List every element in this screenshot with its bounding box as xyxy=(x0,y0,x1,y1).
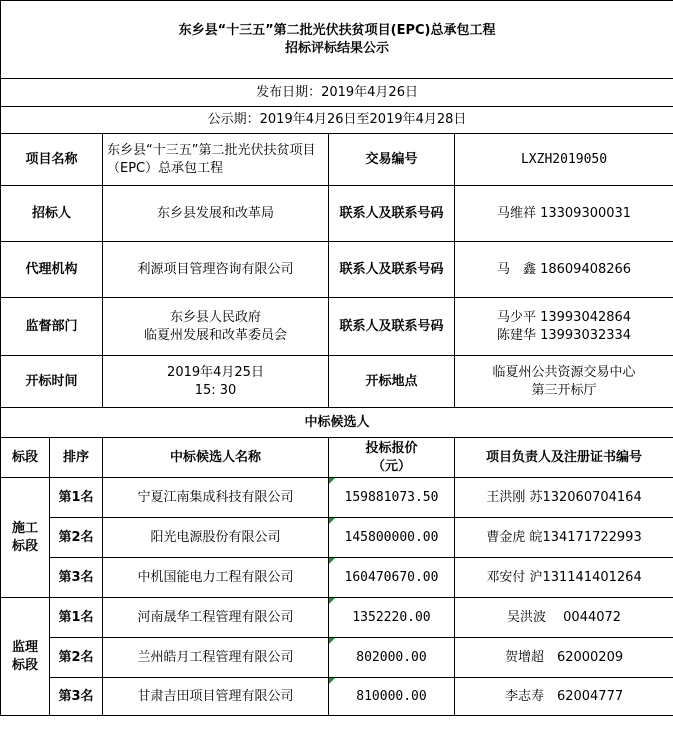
candidate-name: 阳光电源股份有限公司 xyxy=(103,518,329,558)
trade-no-value: LXZH2019050 xyxy=(455,134,673,186)
candidates-section-title: 中标候选人 xyxy=(1,408,673,438)
table-row xyxy=(1,558,673,598)
candidate-name: 河南晟华工程管理有限公司 xyxy=(103,598,329,638)
project-name-label: 项目名称 xyxy=(1,134,103,186)
tenderer-label: 招标人 xyxy=(1,186,103,242)
candidate-rank: 第2名 xyxy=(50,638,103,678)
opening-date: 2019年4月25日 xyxy=(167,364,264,380)
candidate-rank: 第1名 xyxy=(50,478,103,518)
cell-marker-icon xyxy=(329,598,335,604)
lot-construction-line-2: 标段 xyxy=(11,538,38,554)
table-row xyxy=(1,478,673,518)
candidate-bid-value: 159881073.50 xyxy=(344,489,439,505)
candidate-bid-value: 802000.00 xyxy=(356,649,427,665)
lot-construction-line-1: 施工 xyxy=(11,520,38,536)
notice-period-row xyxy=(1,107,673,134)
candidate-name: 中机国能电力工程有限公司 xyxy=(103,558,329,598)
project-name-row xyxy=(1,134,673,186)
agency-row xyxy=(1,242,673,298)
supervisor-contact-label: 联系人及联系号码 xyxy=(329,298,455,356)
candidate-bid-value: 160470670.00 xyxy=(344,569,439,585)
agency-value: 利源项目管理咨询有限公司 xyxy=(103,242,329,298)
candidate-bid-value: 145800000.00 xyxy=(344,529,439,545)
table-row xyxy=(1,518,673,558)
candidate-manager: 李志寿 62004777 xyxy=(455,678,673,716)
tenderer-contact-value: 马维祥 13309300031 xyxy=(455,186,673,242)
candidate-rank: 第3名 xyxy=(50,558,103,598)
candidate-rank: 第3名 xyxy=(50,678,103,716)
agency-contact-value: 马 鑫 18609408266 xyxy=(455,242,673,298)
supervisor-contact-value xyxy=(455,298,673,356)
table-row xyxy=(1,638,673,678)
supervisor-contact-line-1: 马少平 13993042864 xyxy=(496,309,632,325)
lot-supervision-line-1: 监理 xyxy=(11,639,38,655)
cell-marker-icon xyxy=(329,478,335,484)
title-row xyxy=(1,1,673,79)
publish-date: 发布日期：2019年4月26日 xyxy=(1,79,673,107)
header-rank: 排序 xyxy=(50,438,103,478)
supervisor-label: 监督部门 xyxy=(1,298,103,356)
cell-marker-icon xyxy=(329,638,335,644)
candidate-manager: 吴洪波 0044072 xyxy=(455,598,673,638)
opening-place-line-1: 临夏州公共资源交易中心 xyxy=(492,364,636,380)
candidate-bid xyxy=(329,518,455,558)
supervisor-line-2: 临夏州发展和改革委员会 xyxy=(143,327,287,343)
candidates-header-row xyxy=(1,438,673,478)
candidate-rank: 第1名 xyxy=(50,598,103,638)
candidate-bid xyxy=(329,598,455,638)
title-line-1: 东乡县“十三五”第二批光伏扶贫项目(EPC)总承包工程 xyxy=(178,22,496,38)
agency-contact-label: 联系人及联系号码 xyxy=(329,242,455,298)
lot-construction xyxy=(1,478,50,598)
lot-supervision-line-2: 标段 xyxy=(11,657,38,673)
candidate-name: 兰州皓月工程管理有限公司 xyxy=(103,638,329,678)
tenderer-row xyxy=(1,186,673,242)
table-row xyxy=(1,678,673,716)
cell-marker-icon xyxy=(329,678,335,684)
notice-period: 公示期：2019年4月26日至2019年4月28日 xyxy=(1,107,673,134)
header-name: 中标候选人名称 xyxy=(103,438,329,478)
header-bid-line-1: 投标报价 xyxy=(365,440,418,456)
candidate-manager: 贺增超 62000209 xyxy=(455,638,673,678)
table-row xyxy=(1,598,673,638)
candidate-bid xyxy=(329,678,455,716)
opening-hour: 15: 30 xyxy=(194,382,237,398)
opening-place-value xyxy=(455,356,673,408)
trade-no-label: 交易编号 xyxy=(329,134,455,186)
lot-supervision xyxy=(1,598,50,716)
supervisor-row xyxy=(1,298,673,356)
candidate-name: 甘肃吉田项目管理有限公司 xyxy=(103,678,329,716)
cell-marker-icon xyxy=(329,518,335,524)
notice-title xyxy=(1,1,673,79)
tenderer-value: 东乡县发展和改革局 xyxy=(103,186,329,242)
candidate-manager: 曹金虎 皖134171722993 xyxy=(455,518,673,558)
header-manager: 项目负责人及注册证书编号 xyxy=(455,438,673,478)
cell-marker-icon xyxy=(329,558,335,564)
opening-time-value xyxy=(103,356,329,408)
opening-place-label: 开标地点 xyxy=(329,356,455,408)
candidate-name: 宁夏江南集成科技有限公司 xyxy=(103,478,329,518)
project-name-value: 东乡县“十三五”第二批光伏扶贫项目（EPC）总承包工程 xyxy=(103,134,329,186)
opening-place-line-2: 第三开标厅 xyxy=(531,382,597,398)
supervisor-line-1: 东乡县人民政府 xyxy=(169,309,261,325)
agency-label: 代理机构 xyxy=(1,242,103,298)
candidate-bid xyxy=(329,638,455,678)
header-bid xyxy=(329,438,455,478)
opening-row xyxy=(1,356,673,408)
candidate-manager: 邓安付 沪131141401264 xyxy=(455,558,673,598)
header-lot: 标段 xyxy=(1,438,50,478)
supervisor-contact-line-2: 陈建华 13993032334 xyxy=(496,327,632,343)
candidate-rank: 第2名 xyxy=(50,518,103,558)
candidates-section-row xyxy=(1,408,673,438)
candidate-bid xyxy=(329,558,455,598)
supervisor-value xyxy=(103,298,329,356)
candidate-manager: 王洪刚 苏132060704164 xyxy=(455,478,673,518)
title-line-2: 招标评标结果公示 xyxy=(285,40,390,56)
candidate-bid-value: 1352220.00 xyxy=(352,609,431,625)
candidate-bid-value: 810000.00 xyxy=(356,688,427,704)
header-bid-line-2: （元） xyxy=(371,458,411,474)
candidate-bid xyxy=(329,478,455,518)
tenderer-contact-label: 联系人及联系号码 xyxy=(329,186,455,242)
opening-time-label: 开标时间 xyxy=(1,356,103,408)
publish-date-row xyxy=(1,79,673,107)
